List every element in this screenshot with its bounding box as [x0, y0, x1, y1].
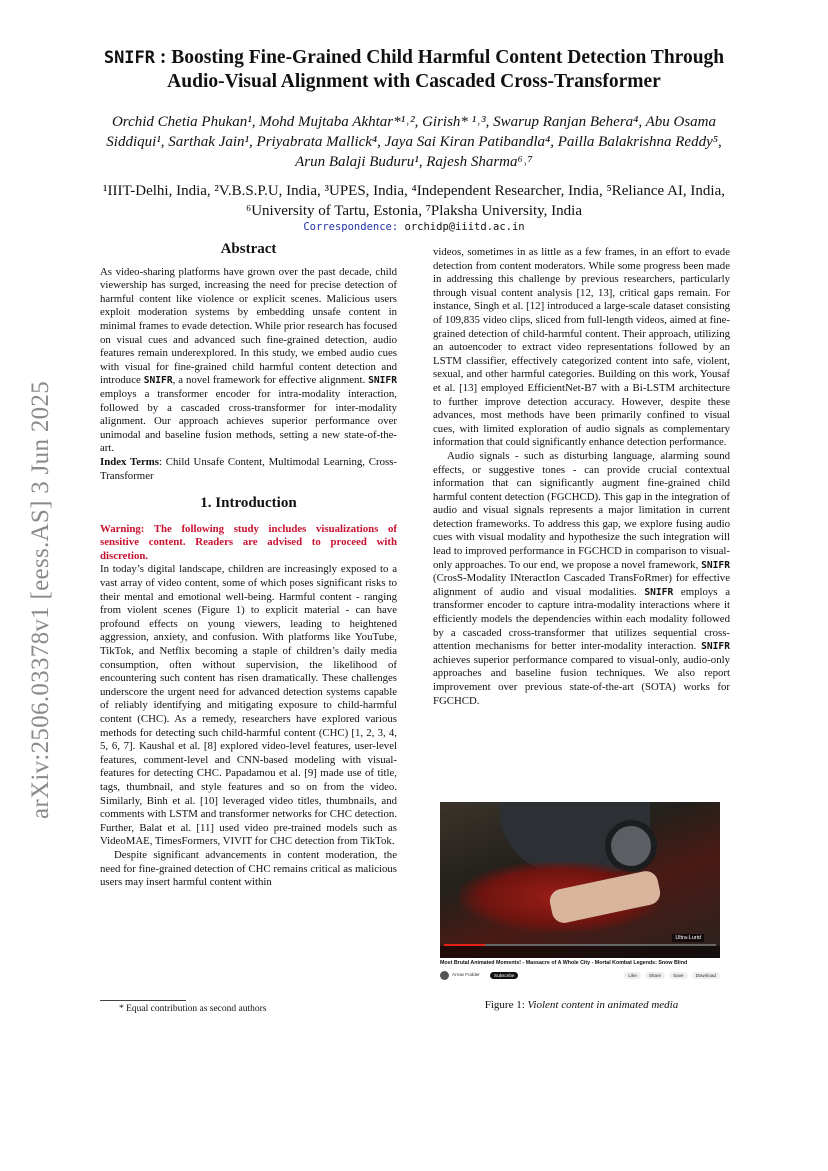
intro-paragraph-4	[433, 450, 730, 708]
title-text: : Boosting Fine-Grained Child Harmful Content Detection Through Audio-Visual Alignment with Cascaded Cross-Transformer	[155, 47, 725, 92]
abstract-heading: Abstract	[220, 241, 277, 257]
subscribe-button[interactable]: Subscribe	[490, 972, 518, 979]
p4-text-3: employs a transformer encoder to capture intra-modality interactions where it efficiently models the dependencies within each modality followed by a cascaded cross-transformer that utilizes sequential cross-attention mechanisms for better inter-modality interaction.	[433, 585, 730, 653]
figure-caption	[433, 999, 730, 1011]
p4-text-1: Audio signals - such as disturbing language, alarming sound effects, or suggestive tones - can provide crucial contextual information that can significantly augment fine-grained child harmful content detection (FGCHCD). This gap in the integration of audio and visual signals represents a major limitation in current detection frameworks. To address this gap, we explore fusing audio cues with visual modality and hypothesize the such integration will lead to improved performance in FGCHCD in comparison to visual-only approaches. To our end, we propose a novel framework,	[433, 449, 730, 571]
correspondence	[90, 221, 738, 233]
content-warning: Warning: The following study includes visualizations of sensitive content. Readers are advised to proceed with discretion.	[100, 522, 397, 562]
abstract-system-name-2: SNIFR	[368, 375, 397, 387]
video-chip: Ultra-Lurid	[672, 934, 704, 942]
abstract-text-2: , a novel framework for effective alignment.	[172, 374, 369, 387]
caption-text: Violent content in animated media	[527, 999, 679, 1011]
video-title: Most Brutal Animated Moments! - Massacre of A Whole City - Mortal Kombat Legends: Snow Blind	[440, 960, 688, 966]
channel-avatar[interactable]	[440, 971, 449, 980]
affiliations: ¹IIIT-Delhi, India, ²V.B.S.P.U, India, ³UPES, India, ⁴Independent Researcher, India, ⁵Reliance AI, India, ⁶University of Tartu, Estonia, ⁷Plaksha University, India	[103, 183, 725, 219]
index-terms-label: Index Terms	[100, 455, 159, 468]
p4-system-name-2: SNIFR	[644, 586, 674, 598]
footnote: * Equal contribution as second authors	[119, 1004, 267, 1014]
like-button[interactable]: Like	[624, 972, 640, 979]
intro-paragraph-1: In today’s digital landscape, children are increasingly exposed to a vast array of video content, some of which poses significant risks to their mental and emotional well-being. Harmful content - ranging from violent scenes (Figure 1) to explicit material - can have profound effects on young viewers, leading to heightened aggression, anxiety, and confusion. With platforms like YouTube, TikTok, and Netflix becoming a staple of children’s daily media consumption, often without supervision, the likelihood of encountering such content has risen dramatically. These challenges underscore the urgent need for advanced detection systems capable of reliably identifying and mitigating exposure to child-harmful content (CHC). As a remedy, researchers have explored various methods for detecting such child-harmful content (CHC) [1, 2, 3, 4, 5, 6, 7]. Kaushal et al. [8] explored video-level features, user-level features, comment-level and CNN-based modeling with visual-features for detecting CHC. Papadamou et al. [9] made use of title, tags, thumbnail, and style features and so on from the video. Similarly, Binh et al. [10] leveraged video titles, thumbnails, and comments with LSTM and transformer networks for CHC detection. Further, Balat et al. [11] used video pre-trained models such as VideoMAE, TimesFormers, VIVIT for CHC detection from TikTok.	[100, 563, 397, 848]
video-channel-row	[440, 970, 720, 982]
index-terms	[100, 456, 397, 483]
figure-1	[440, 802, 720, 988]
intro-paragraph-2: Despite significant advancements in content moderation, the need for fine-grained detection of CHC remains critical as malicious users may insert harmful content within	[100, 848, 397, 889]
right-column	[433, 246, 730, 708]
p4-system-name: SNIFR	[701, 559, 730, 571]
left-column	[100, 240, 397, 890]
correspondence-label: Correspondence:	[303, 221, 399, 233]
share-button[interactable]: Share	[645, 972, 665, 979]
footnote-rule	[100, 1000, 186, 1001]
arxiv-id: arXiv:2506.03378v1 [eess.AS] 3 Jun 2025	[27, 380, 54, 820]
paper-title	[80, 46, 748, 93]
intro-paragraph-3: videos, sometimes in as little as a few frames, in an effort to evade detection from content moderators. While some progress been made in addressing this challenge by previous researchers, particularly through visual content analysis [12, 13], critical gaps remain. For instance, Singh et al. [12] introduced a large-scale dataset consisting of 109,835 video clips, sliced from full-length videos, aimed at fine-grained detection of child-harmful content. Their approach, utilizing an autoencoder to extract video representations followed by an LSTM classifier, effectively categorized content into safe, violent, sexual, and other harmful categories. Building on this work, Yousaf et al. [13] employed EfficientNet-B7 with a Bi-LSTM architecture to further improve detection accuracy. However, despite these advances, most methods have been primarily confined to visual cues, with limited exploration of audio signals as complementary information that could significantly enhance detection performance.	[433, 246, 730, 449]
abstract-body	[100, 266, 397, 456]
index-terms-text: : Child Unsafe Content, Multimodal Learning, Cross-Transformer	[100, 455, 397, 482]
download-button[interactable]: Download	[692, 972, 720, 979]
intro-heading: 1. Introduction	[200, 495, 297, 512]
arxiv-stamp	[21, 360, 61, 840]
p4-text-2: (CrosS-Modality INteractIon Cascaded TransFoRmer) for effective alignment of audio and visual modalities.	[433, 572, 730, 598]
title-system-name: SNIFR	[103, 48, 156, 68]
caption-label: Figure 1:	[484, 999, 528, 1011]
video-frame[interactable]	[440, 802, 720, 958]
video-actions	[624, 972, 720, 979]
channel-name[interactable]: Arrow Fodder	[452, 972, 480, 977]
abstract-text-1: As video-sharing platforms have grown over the past decade, child viewership has surged, increasing the need for precise detection of harmful content like violence or explicit scenes. Malicious users exploit moderation systems by embedding unsafe content in minimal frames to evade detection. While prior research has focused on visual cues and advanced such fine-grained detection, audio features remain underexplored. In this study, we embed audio cues with visual for fine-grained child harmful content detection and introduce	[100, 265, 397, 387]
video-controls[interactable]	[440, 946, 720, 958]
p4-text-4: achieves superior performance compared to visual-only, audio-only approaches and baseline fusion techniques. We also report improvement over previous state-of-the-art (SOTA) works for FGCHCD.	[433, 653, 730, 707]
correspondence-email[interactable]: orchidp@iiitd.ac.in	[404, 221, 525, 233]
p4-system-name-3: SNIFR	[701, 641, 730, 653]
author-list: Orchid Chetia Phukan¹, Mohd Mujtaba Akhtar*¹˒², Girish* ¹˒³, Swarup Ranjan Behera⁴, Abu Osama Siddiqui¹, Sarthak Jain¹, Priyabrata Mallick⁴, Jaya Sai Kiran Patibandla⁴, Pailla Balakrishna Reddy⁵, Arun Balaji Buduru¹, Rajesh Sharma⁶˒⁷	[106, 114, 722, 170]
abstract-system-name: SNIFR	[143, 375, 173, 387]
abstract-text-3: employs a transformer encoder for intra-modality interaction, followed by a cascaded cross-transformer for inter-modality alignment. Our approach achieves superior performance over unimodal and baseline fusion methods, setting a new state-of-the-art.	[100, 387, 397, 455]
save-button[interactable]: Save	[669, 972, 687, 979]
